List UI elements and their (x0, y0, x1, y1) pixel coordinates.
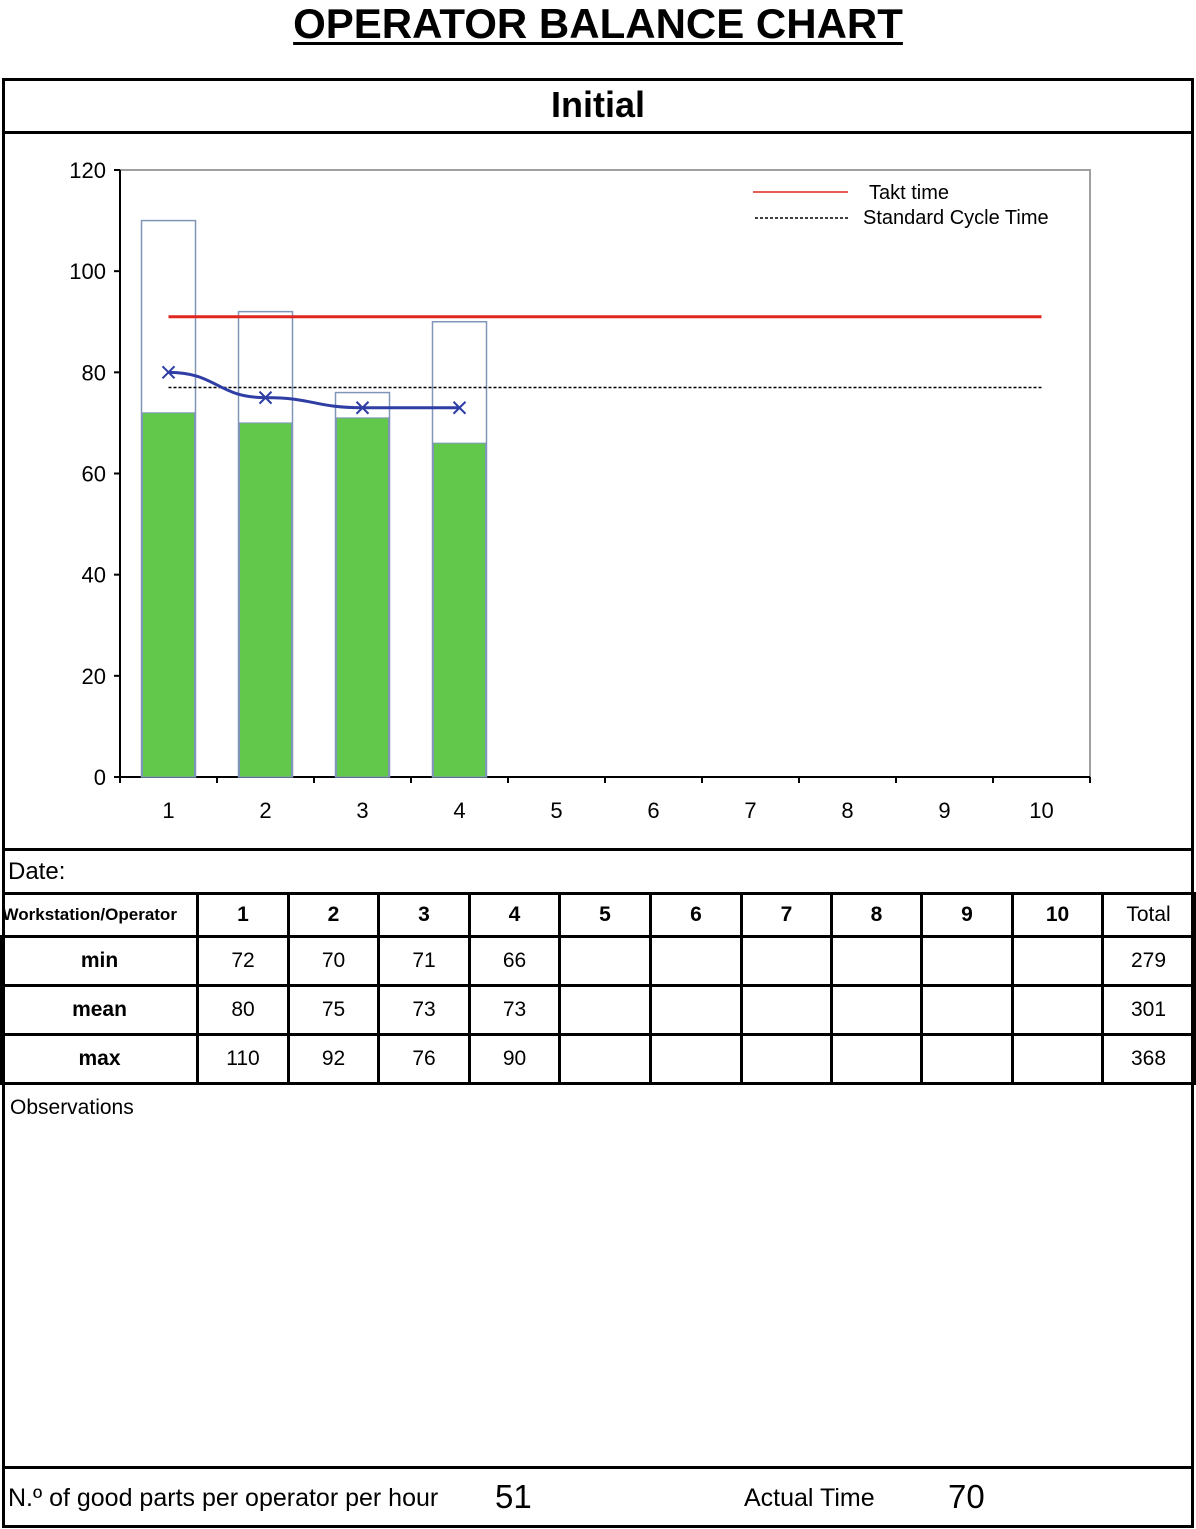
column-header: 8 (832, 894, 922, 937)
table-cell (742, 986, 832, 1035)
table-cell: 92 (289, 1035, 379, 1084)
table-cell: 90 (470, 1035, 560, 1084)
row-label: mean (2, 986, 198, 1035)
x-tick-label: 3 (356, 798, 369, 823)
column-header: 10 (1013, 894, 1103, 937)
row-total: 301 (1103, 986, 1195, 1035)
table-cell: 72 (198, 937, 289, 986)
column-header: 4 (470, 894, 560, 937)
divider (2, 1466, 1194, 1469)
table-cell (560, 937, 651, 986)
x-tick-label: 9 (938, 798, 951, 823)
x-tick-label: 4 (453, 798, 466, 823)
y-tick-label: 40 (81, 562, 106, 588)
table-cell: 110 (198, 1035, 289, 1084)
table-cell: 70 (289, 937, 379, 986)
table-row (2, 937, 1195, 986)
y-tick-label: 120 (69, 158, 106, 183)
table-cell (742, 1035, 832, 1084)
column-header: 3 (379, 894, 470, 937)
chart-section-title: Initial (550, 84, 645, 125)
min-bar (240, 423, 292, 777)
x-tick-label: 2 (259, 798, 272, 823)
x-tick-label: 8 (841, 798, 854, 823)
column-header: Total (1103, 894, 1195, 937)
column-header: 1 (198, 894, 289, 937)
column-header: 5 (560, 894, 651, 937)
operator-balance-chart (0, 136, 1196, 848)
x-tick-label: 7 (744, 798, 757, 823)
table-cell (651, 1035, 742, 1084)
column-header: 6 (651, 894, 742, 937)
column-header: 7 (742, 894, 832, 937)
x-tick-label: 1 (162, 798, 175, 823)
actual-time-label: Actual Time (744, 1484, 875, 1512)
table-cell (1013, 986, 1103, 1035)
actual-time-value: 70 (948, 1478, 985, 1515)
legend-takt-label: Takt time (869, 182, 950, 204)
table-cell: 73 (379, 986, 470, 1035)
y-tick-label: 100 (69, 259, 106, 285)
table-cell: 66 (470, 937, 560, 986)
y-tick-label: 80 (81, 360, 106, 386)
column-header: 9 (922, 894, 1013, 937)
table-cell (832, 937, 922, 986)
table-cell: 76 (379, 1035, 470, 1084)
parts-per-hour-value: 51 (495, 1478, 532, 1515)
times-table (0, 892, 1196, 1085)
mean-line (169, 372, 460, 407)
table-row (2, 986, 1195, 1035)
title-text: OPERATOR BALANCE CHART (293, 0, 903, 47)
table-cell (651, 937, 742, 986)
min-bar (434, 443, 486, 777)
table-cell (832, 986, 922, 1035)
legend-standard-label: Standard Cycle Time (863, 207, 1049, 229)
x-tick-label: 5 (550, 798, 563, 823)
parts-per-hour-label: N.º of good parts per operator per hour (8, 1484, 439, 1512)
page-title (0, 0, 1196, 48)
table-cell (742, 937, 832, 986)
table-cell (1013, 937, 1103, 986)
table-header-row (2, 894, 1195, 937)
min-bar (143, 413, 195, 777)
table-cell (1013, 1035, 1103, 1084)
table-cell (922, 1035, 1013, 1084)
date-label: Date: (8, 858, 66, 885)
x-tick-label: 6 (647, 798, 660, 823)
table-cell: 75 (289, 986, 379, 1035)
column-header: 2 (289, 894, 379, 937)
row-total: 279 (1103, 937, 1195, 986)
divider (2, 848, 1194, 851)
table-cell (560, 986, 651, 1035)
table-cell (651, 986, 742, 1035)
row-total: 368 (1103, 1035, 1195, 1084)
table-cell: 80 (198, 986, 289, 1035)
table-cell: 73 (470, 986, 560, 1035)
table-cell (560, 1035, 651, 1084)
x-tick-label: 10 (1029, 798, 1054, 823)
table-cell (922, 937, 1013, 986)
table-cell: 71 (379, 937, 470, 986)
y-tick-label: 20 (81, 663, 106, 689)
row-label: max (2, 1035, 198, 1084)
table-cell (922, 986, 1013, 1035)
y-tick-label: 60 (81, 461, 106, 487)
divider (2, 131, 1194, 134)
row-label: min (2, 937, 198, 986)
min-bar (337, 418, 389, 777)
table-cell (832, 1035, 922, 1084)
y-tick-label: 0 (93, 765, 106, 790)
observations-label: Observations (10, 1096, 134, 1119)
column-header: Workstation/Operator (2, 894, 198, 937)
table-row (2, 1035, 1195, 1084)
